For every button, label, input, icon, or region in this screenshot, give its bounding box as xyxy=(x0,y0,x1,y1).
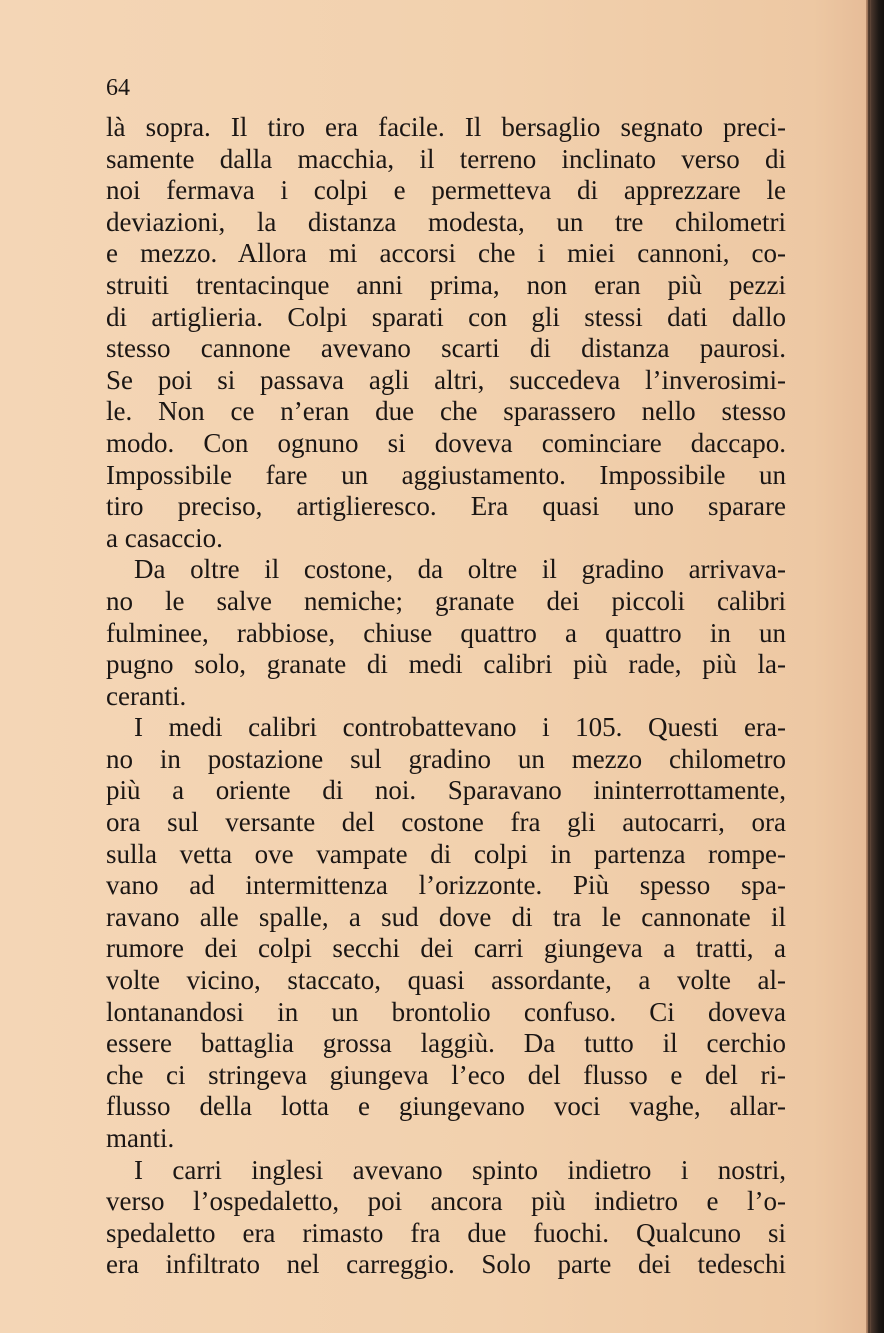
text-line: là sopra. Il tiro era facile. Il bersaglio segnato preci- xyxy=(106,112,786,142)
text-line: era infiltrato nel carreggio. Solo parte dei tedeschi xyxy=(106,1249,786,1280)
text-line: Se poi si passava agli altri, succedeva l’inverosimi- xyxy=(106,364,786,395)
text-line: noi fermava i colpi e permetteva di apprezzare le xyxy=(106,175,786,206)
text-line: sulla vetta ove vampate di colpi in partenza rompe- xyxy=(106,838,786,869)
spine-edge-line xyxy=(868,0,870,1333)
text-line: vano ad intermittenza l’orizzonte. Più spesso spa- xyxy=(106,870,786,901)
text-line: ceranti. xyxy=(106,680,187,711)
text-line: modo. Con ognuno si doveva cominciare daccapo. xyxy=(106,427,786,458)
text-line: no le salve nemiche; granate dei piccoli calibri xyxy=(106,585,786,616)
text-line: samente dalla macchia, il terreno inclinato verso di xyxy=(106,143,786,174)
text-line: Da oltre il costone, da oltre il gradino arrivava- xyxy=(134,554,786,585)
text-line: tiro preciso, artiglieresco. Era quasi uno sparare xyxy=(106,491,786,522)
text-line: lontanandosi in un brontolio confuso. Ci doveva xyxy=(106,996,786,1027)
text-line: struiti trentacinque anni prima, non eran più pezzi xyxy=(106,269,786,300)
page-number: 64 xyxy=(106,75,130,101)
text-line: deviazioni, la distanza modesta, un tre chilometri xyxy=(106,206,786,237)
text-line: le. Non ce n’eran due che sparassero nello stesso xyxy=(106,396,786,427)
text-line: ora sul versante del costone fra gli autocarri, ora xyxy=(106,807,786,838)
text-line: verso l’ospedaletto, poi ancora più indietro e l’o- xyxy=(106,1186,786,1217)
text-line: più a oriente di noi. Sparavano ininterrottamente, xyxy=(106,775,786,806)
text-line: spedaletto era rimasto fra due fuochi. Qualcuno si xyxy=(106,1217,786,1248)
text-line: di artiglieria. Colpi sparati con gli stessi dati dallo xyxy=(106,301,786,332)
text-line: I medi calibri controbattevano i 105. Questi era- xyxy=(134,712,786,743)
text-line: a casaccio. xyxy=(106,522,223,553)
text-line: stesso cannone avevano scarti di distanza paurosi. xyxy=(106,333,786,364)
text-line: no in postazione sul gradino un mezzo chilometro xyxy=(106,743,786,774)
text-line: e mezzo. Allora mi accorsi che i miei cannoni, co- xyxy=(106,238,786,269)
text-line: rumore dei colpi secchi dei carri giungeva a tratti, a xyxy=(106,933,786,964)
text-line: flusso della lotta e giungevano voci vaghe, allar- xyxy=(106,1091,786,1122)
text-line: manti. xyxy=(106,1123,175,1153)
text-line: I carri inglesi avevano spinto indietro i nostri, xyxy=(134,1154,786,1185)
text-line: che ci stringeva giungeva l’eco del flusso e del ri- xyxy=(106,1059,786,1090)
text-line: ravano alle spalle, a sud dove di tra le cannonate il xyxy=(106,901,786,932)
text-line: pugno solo, granate di medi calibri più rade, più la- xyxy=(106,649,786,680)
body-text xyxy=(106,112,786,1281)
text-line: fulminee, rabbiose, chiuse quattro a quattro in un xyxy=(106,617,786,648)
text-line: essere battaglia grossa laggiù. Da tutto il cerchio xyxy=(106,1028,786,1059)
text-line: Impossibile fare un aggiustamento. Impossibile un xyxy=(106,459,786,490)
text-line: volte vicino, staccato, quasi assordante, a volte al- xyxy=(106,965,786,996)
